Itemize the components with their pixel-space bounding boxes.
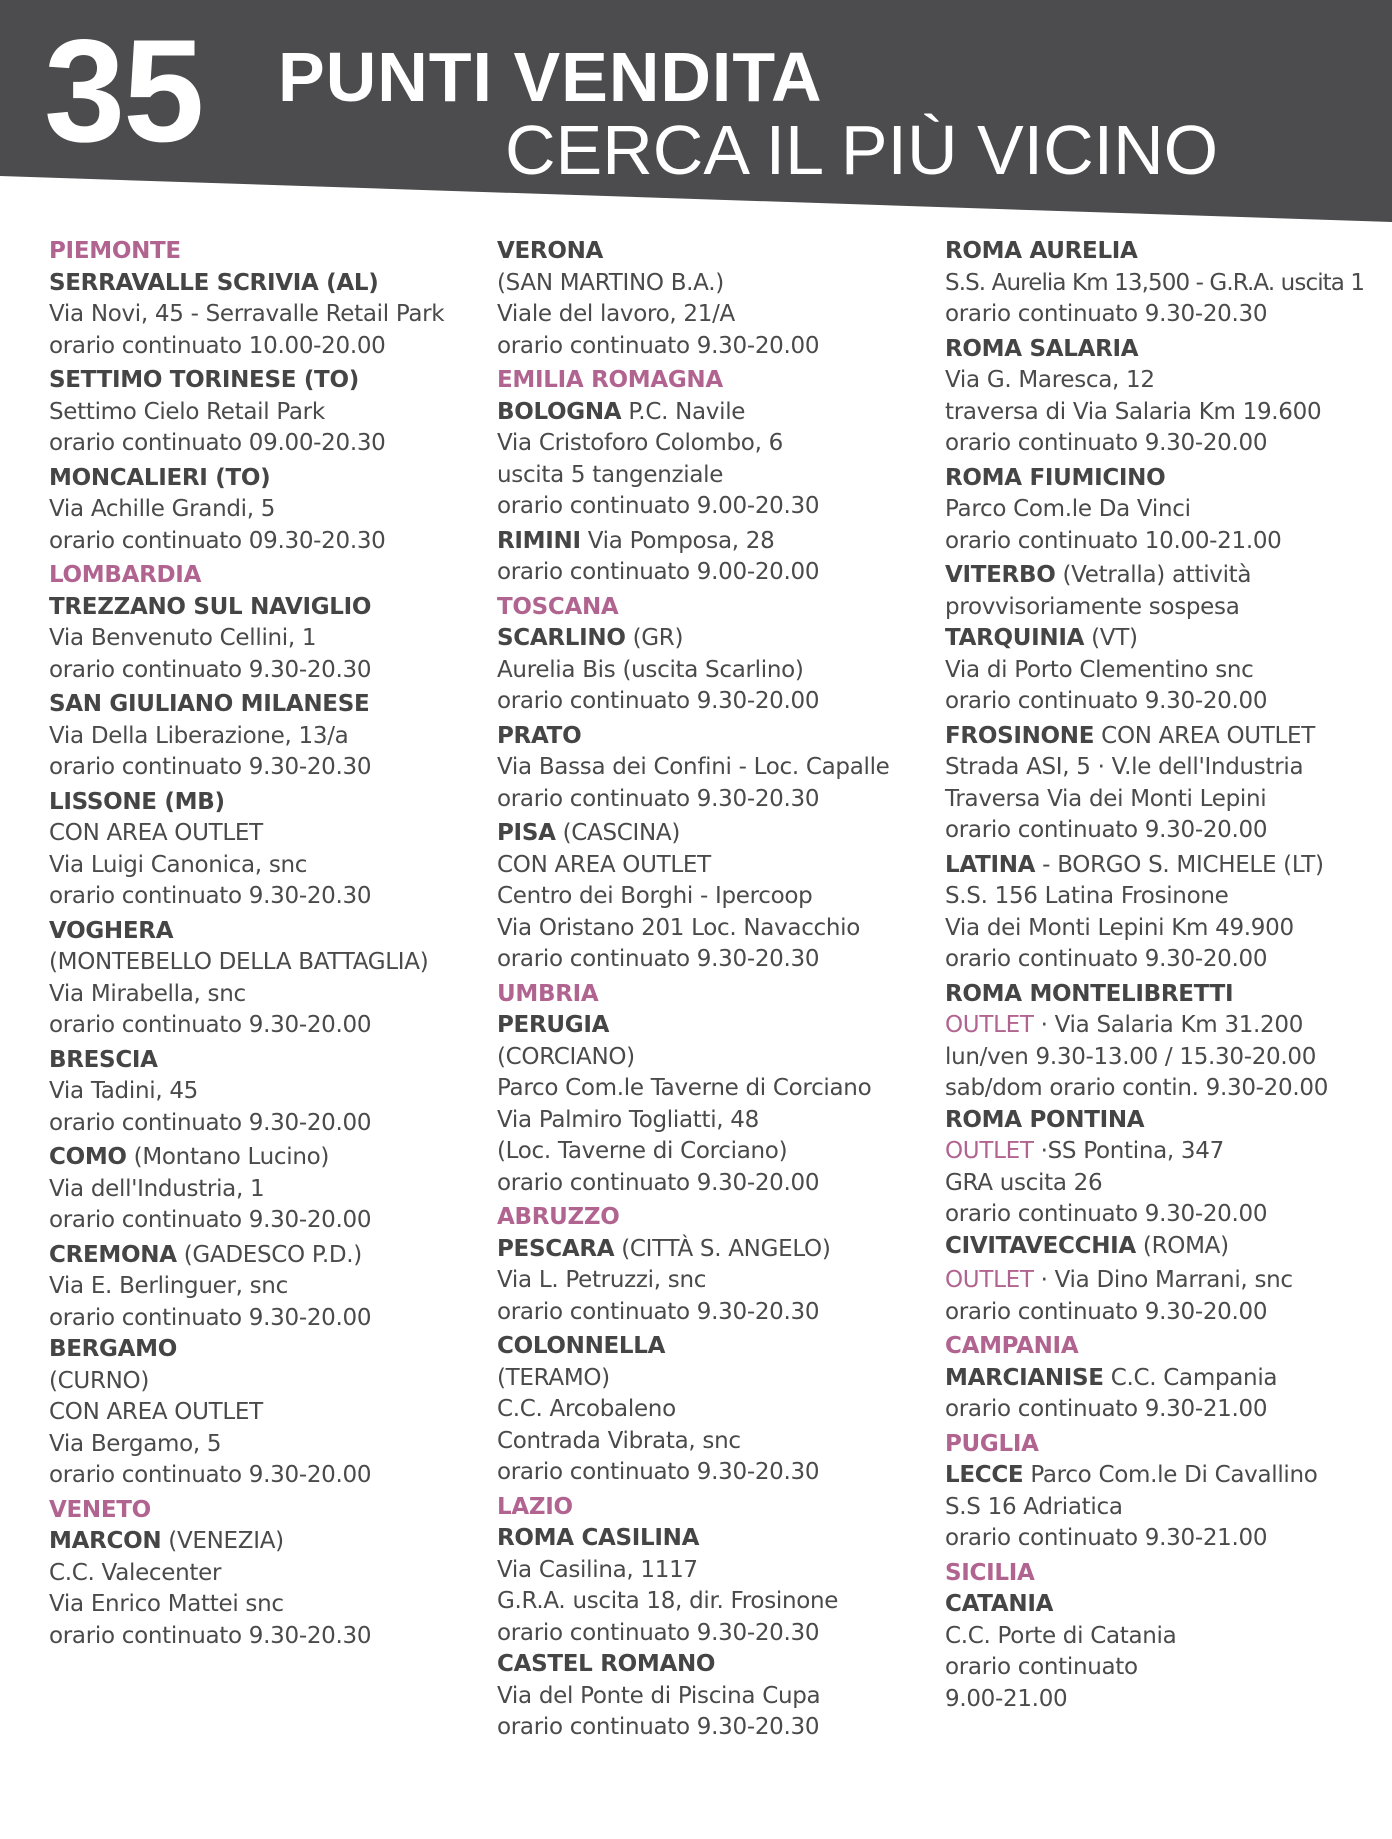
store-address — [945, 1265, 1385, 1297]
store-address: Via Della Liberazione, 13/a — [49, 722, 349, 749]
store-hours: orario continuato 9.30-20.30 — [497, 1619, 820, 1646]
store-address: Viale del lavoro, 21/A — [497, 301, 735, 327]
store-hours: orario continuato 9.30-20.00 — [49, 1304, 372, 1331]
region-heading: PIEMONTE — [49, 238, 181, 264]
store-address: Via G. Maresca, 12 — [945, 367, 1155, 393]
store-hours: orario continuato 9.30-20.00 — [945, 1201, 1268, 1227]
store-address: Strada ASI, 5 · V.le dell'Industria — [945, 754, 1304, 780]
store-name: ROMA PONTINA — [945, 1106, 1145, 1133]
store-center: Centro dei Borghi - Ipercoop — [497, 883, 813, 909]
region-heading: UMBRIA — [497, 980, 599, 1007]
store-name: BRESCIA — [49, 1046, 158, 1073]
store-name: PISA — [497, 820, 556, 846]
store-hours: orario continuato 09.00-20.30 — [49, 430, 386, 456]
store-hours: orario continuato 9.30-20.30 — [497, 1298, 820, 1325]
region-heading: CAMPANIA — [945, 1333, 1079, 1359]
region-heading: ABRUZZO — [497, 1204, 620, 1230]
store-address-text: · Via Salaria Km 31.200 — [1033, 1012, 1304, 1038]
store-center: Parco Com.le Da Vinci — [945, 496, 1191, 522]
store-hours: orario continuato 9.30-20.30 — [497, 1459, 820, 1485]
store-address: Via Casilina, 1117 — [497, 1556, 698, 1583]
store-address: Via Bergamo, 5 — [49, 1430, 222, 1457]
store-heading — [497, 623, 917, 655]
store-hours: orario continuato 9.30-20.30 — [49, 883, 372, 909]
store-name: ROMA SALARIA — [945, 335, 1139, 362]
store-name: BERGAMO — [49, 1336, 177, 1362]
store-hours: orario continuato 10.00-21.00 — [945, 527, 1282, 554]
store-heading — [497, 818, 917, 850]
store-heading — [497, 1234, 917, 1266]
store-address: Via Oristano 201 Loc. Navacchio — [497, 914, 861, 941]
store-name: SCARLINO — [497, 625, 626, 651]
store-locality: (CITTÀ S. ANGELO) — [614, 1235, 831, 1262]
store-name: VITERBO — [945, 562, 1056, 588]
store-name: MARCON — [49, 1528, 162, 1554]
store-address: Via Novi, 45 - Serravalle Retail Park — [49, 301, 445, 327]
store-hours: orario continuato 9.30-20.00 — [49, 1207, 372, 1233]
store-address: Contrada Vibrata, snc — [497, 1427, 741, 1454]
store-address: Via del Ponte di Piscina Cupa — [497, 1682, 821, 1709]
store-name: BOLOGNA — [497, 398, 622, 425]
store-center: C.C. Valecenter — [49, 1559, 222, 1586]
store-hours: orario continuato 9.30-20.00 — [49, 1012, 372, 1038]
store-note: CON AREA OUTLET — [49, 1399, 263, 1425]
store-address: S.S. 156 Latina Frosinone — [945, 883, 1229, 909]
store-hours: orario continuato 10.00-20.00 — [49, 332, 386, 359]
outlet-label: OUTLET — [945, 1012, 1034, 1038]
store-address: Via Pomposa, 28 — [580, 527, 775, 554]
store-name: CATANIA — [945, 1591, 1054, 1617]
store-center: C.C. Campania — [1103, 1364, 1278, 1391]
store-address: S.S 16 Adriatica — [945, 1493, 1123, 1520]
store-note: CON AREA OUTLET — [1094, 722, 1316, 749]
store-address: Via dell'Industria, 1 — [49, 1175, 265, 1202]
store-heading — [497, 397, 917, 429]
store-address: Via Achille Grandi, 5 — [49, 496, 276, 522]
store-hours: orario continuato 9.30-20.30 — [49, 754, 372, 780]
store-address-detail: Via dei Monti Lepini Km 49.900 — [945, 914, 1294, 941]
store-address — [945, 1010, 1385, 1042]
store-heading — [945, 623, 1385, 655]
outlet-label: OUTLET — [945, 1138, 1034, 1164]
store-name: CIVITAVECCHIA — [945, 1232, 1136, 1259]
store-locality: (VT) — [1084, 625, 1138, 651]
store-hours: orario continuato 9.30-20.00 — [49, 1109, 372, 1136]
store-name: PESCARA — [497, 1235, 615, 1262]
store-locality: (TERAMO) — [497, 1364, 610, 1391]
header-subtitle: CERCA IL PIÙ VICINO — [505, 111, 1219, 189]
store-address-detail: uscita 5 tangenziale — [497, 461, 724, 488]
store-locality: - BORGO S. MICHELE (LT) — [1035, 851, 1324, 878]
region-heading: EMILIA ROMAGNA — [497, 367, 723, 393]
store-heading — [945, 560, 1385, 592]
store-column-3 — [945, 236, 1385, 1715]
store-name: ROMA CASILINA — [497, 1525, 700, 1551]
store-hours: orario continuato 9.30-20.00 — [497, 332, 820, 359]
store-hours: orario continuato 9.00-20.30 — [497, 493, 820, 519]
header-title: PUNTI VENDITA — [278, 38, 823, 116]
store-name: COMO — [49, 1144, 127, 1170]
store-name: VOGHERA — [49, 917, 174, 944]
store-name: CASTEL ROMANO — [497, 1651, 716, 1677]
store-address: Via Bassa dei Confini - Loc. Capalle — [497, 754, 890, 780]
store-hours: orario continuato 9.30-20.30 — [497, 1714, 820, 1740]
store-heading — [945, 1363, 1385, 1395]
store-hours: orario continuato 9.30-20.00 — [497, 688, 820, 714]
header-banner — [0, 0, 1392, 230]
store-name: ROMA AURELIA — [945, 238, 1138, 264]
store-heading — [497, 526, 917, 558]
store-hours: orario continuato 9.30-21.00 — [945, 1396, 1268, 1422]
store-name: LECCE — [945, 1462, 1024, 1488]
region-heading: LAZIO — [497, 1493, 573, 1520]
store-locality: (Montano Lucino) — [126, 1144, 330, 1170]
store-address: Via Tadini, 45 — [49, 1078, 199, 1104]
store-note: CON AREA OUTLET — [49, 820, 263, 846]
store-address: Via Palmiro Togliatti, 48 — [497, 1106, 759, 1133]
store-address: Via Mirabella, snc — [49, 980, 246, 1007]
store-hours: orario continuato 9.30-20.30 — [49, 656, 372, 683]
region-heading: LOMBARDIA — [49, 562, 202, 588]
region-heading: SICILIA — [945, 1559, 1035, 1586]
store-address: Via di Porto Clementino snc — [945, 656, 1254, 683]
store-address: Via E. Berlinguer, snc — [49, 1273, 288, 1299]
store-address: Via Enrico Mattei snc — [49, 1591, 284, 1617]
store-address: Via Luigi Canonica, snc — [49, 851, 308, 878]
store-hours: orario continuato 9.30-20.00 — [49, 1462, 372, 1488]
store-heading — [945, 1460, 1385, 1492]
region-heading: VENETO — [49, 1496, 151, 1523]
store-hours: orario continuato 9.30-20.30 — [49, 1622, 372, 1649]
store-name: SAN GIULIANO MILANESE — [49, 691, 370, 717]
store-heading — [945, 1231, 1385, 1263]
store-name: TREZZANO SUL NAVIGLIO — [49, 593, 372, 620]
store-name: MONCALIERI (TO) — [49, 464, 271, 491]
store-address-text: ·SS Pontina, 347 — [1033, 1138, 1224, 1164]
store-heading — [945, 850, 1385, 882]
store-name: SETTIMO TORINESE (TO) — [49, 367, 359, 393]
store-name: LISSONE (MB) — [49, 788, 225, 815]
store-hours: orario continuato 9.30-20.30 — [497, 785, 820, 812]
store-address-detail: G.R.A. uscita 18, dir. Frosinone — [497, 1588, 839, 1614]
store-center: Parco Com.le Di Cavallino — [1023, 1462, 1318, 1488]
store-hours: orario continuato 9.30-20.00 — [497, 1169, 820, 1196]
store-name: ROMA FIUMICINO — [945, 464, 1166, 491]
store-heading — [49, 1526, 469, 1558]
store-locality: (GADESCO P.D.) — [176, 1241, 362, 1268]
store-name: PRATO — [497, 722, 582, 749]
store-column-1 — [49, 236, 469, 1652]
store-hours: orario continuato 9.30-20.00 — [945, 430, 1268, 456]
store-address: Via Cristoforo Colombo, 6 — [497, 430, 783, 456]
store-locality: (CORCIANO) — [497, 1043, 635, 1070]
store-locality: (VENEZIA) — [161, 1528, 284, 1554]
store-status: (Vetralla) attività — [1055, 562, 1252, 588]
store-address: S.S. Aurelia Km 13,500 - G.R.A. uscita 1 — [945, 269, 1365, 296]
store-hours: 9.00-21.00 — [945, 1685, 1068, 1712]
store-name: COLONNELLA — [497, 1333, 666, 1359]
store-name: FROSINONE — [945, 722, 1095, 749]
store-hours: orario continuato 9.30-20.30 — [497, 946, 820, 972]
store-note: CON AREA OUTLET — [497, 851, 711, 878]
store-locality: (CASCINA) — [555, 820, 681, 846]
store-address: Via Benvenuto Cellini, 1 — [49, 625, 317, 651]
store-address-detail: GRA uscita 26 — [945, 1169, 1103, 1196]
store-locality: (MONTEBELLO DELLA BATTAGLIA) — [49, 949, 429, 975]
region-heading: PUGLIA — [945, 1430, 1039, 1457]
store-heading — [945, 721, 1385, 753]
store-center: C.C. Porte di Catania — [945, 1622, 1177, 1649]
store-hours: sab/dom orario contin. 9.30-20.00 — [945, 1075, 1329, 1101]
store-locality: (ROMA) — [1135, 1232, 1229, 1259]
store-hours: orario continuato 9.30-21.00 — [945, 1525, 1268, 1551]
store-hours: orario continuato 9.30-20.30 — [945, 301, 1268, 327]
store-locality: (CURNO) — [49, 1367, 150, 1394]
store-center: C.C. Arcobaleno — [497, 1396, 676, 1422]
store-center: P.C. Navile — [621, 398, 746, 425]
store-count: 35 — [44, 9, 203, 172]
store-column-2 — [497, 236, 917, 1744]
store-locality: (SAN MARTINO B.A.) — [497, 269, 724, 296]
store-hours: orario continuato 9.30-20.00 — [945, 817, 1268, 843]
store-address-detail: traversa di Via Salaria Km 19.600 — [945, 398, 1322, 425]
store-hours: lun/ven 9.30-13.00 / 15.30-20.00 — [945, 1043, 1317, 1070]
store-name: RIMINI — [497, 527, 581, 554]
store-hours: orario continuato 9.30-20.00 — [945, 946, 1268, 972]
store-address: Settimo Cielo Retail Park — [49, 398, 325, 425]
region-heading: TOSCANA — [497, 593, 619, 620]
store-name: TARQUINIA — [945, 625, 1085, 651]
store-address-detail: (Loc. Taverne di Corciano) — [497, 1138, 788, 1164]
store-address: Via L. Petruzzi, snc — [497, 1267, 707, 1293]
store-name: PERUGIA — [497, 1012, 610, 1038]
store-hours: orario continuato — [945, 1654, 1138, 1680]
store-heading — [49, 1240, 469, 1272]
store-name: LATINA — [945, 851, 1036, 878]
store-hours: orario continuato 9.00-20.00 — [497, 559, 820, 585]
store-hours: orario continuato 9.30-20.00 — [945, 688, 1268, 714]
store-address-detail: Traversa Via dei Monti Lepini — [945, 785, 1267, 812]
store-address-text: · Via Dino Marrani, snc — [1033, 1267, 1293, 1293]
store-address — [945, 1136, 1385, 1168]
store-locality: (GR) — [625, 625, 684, 651]
store-status: provvisoriamente sospesa — [945, 593, 1240, 620]
store-name: VERONA — [497, 238, 604, 264]
store-name: SERRAVALLE SCRIVIA (AL) — [49, 269, 379, 296]
store-address: Aurelia Bis (uscita Scarlino) — [497, 656, 804, 683]
store-hours: orario continuato 09.30-20.30 — [49, 527, 386, 554]
store-heading — [49, 1142, 469, 1174]
store-hours: orario continuato 9.30-20.00 — [945, 1298, 1268, 1325]
store-name: CREMONA — [49, 1241, 177, 1268]
store-center: Parco Com.le Taverne di Corciano — [497, 1075, 872, 1101]
store-name: ROMA MONTELIBRETTI — [945, 980, 1234, 1007]
store-name: MARCIANISE — [945, 1364, 1104, 1391]
outlet-label: OUTLET — [945, 1267, 1034, 1293]
